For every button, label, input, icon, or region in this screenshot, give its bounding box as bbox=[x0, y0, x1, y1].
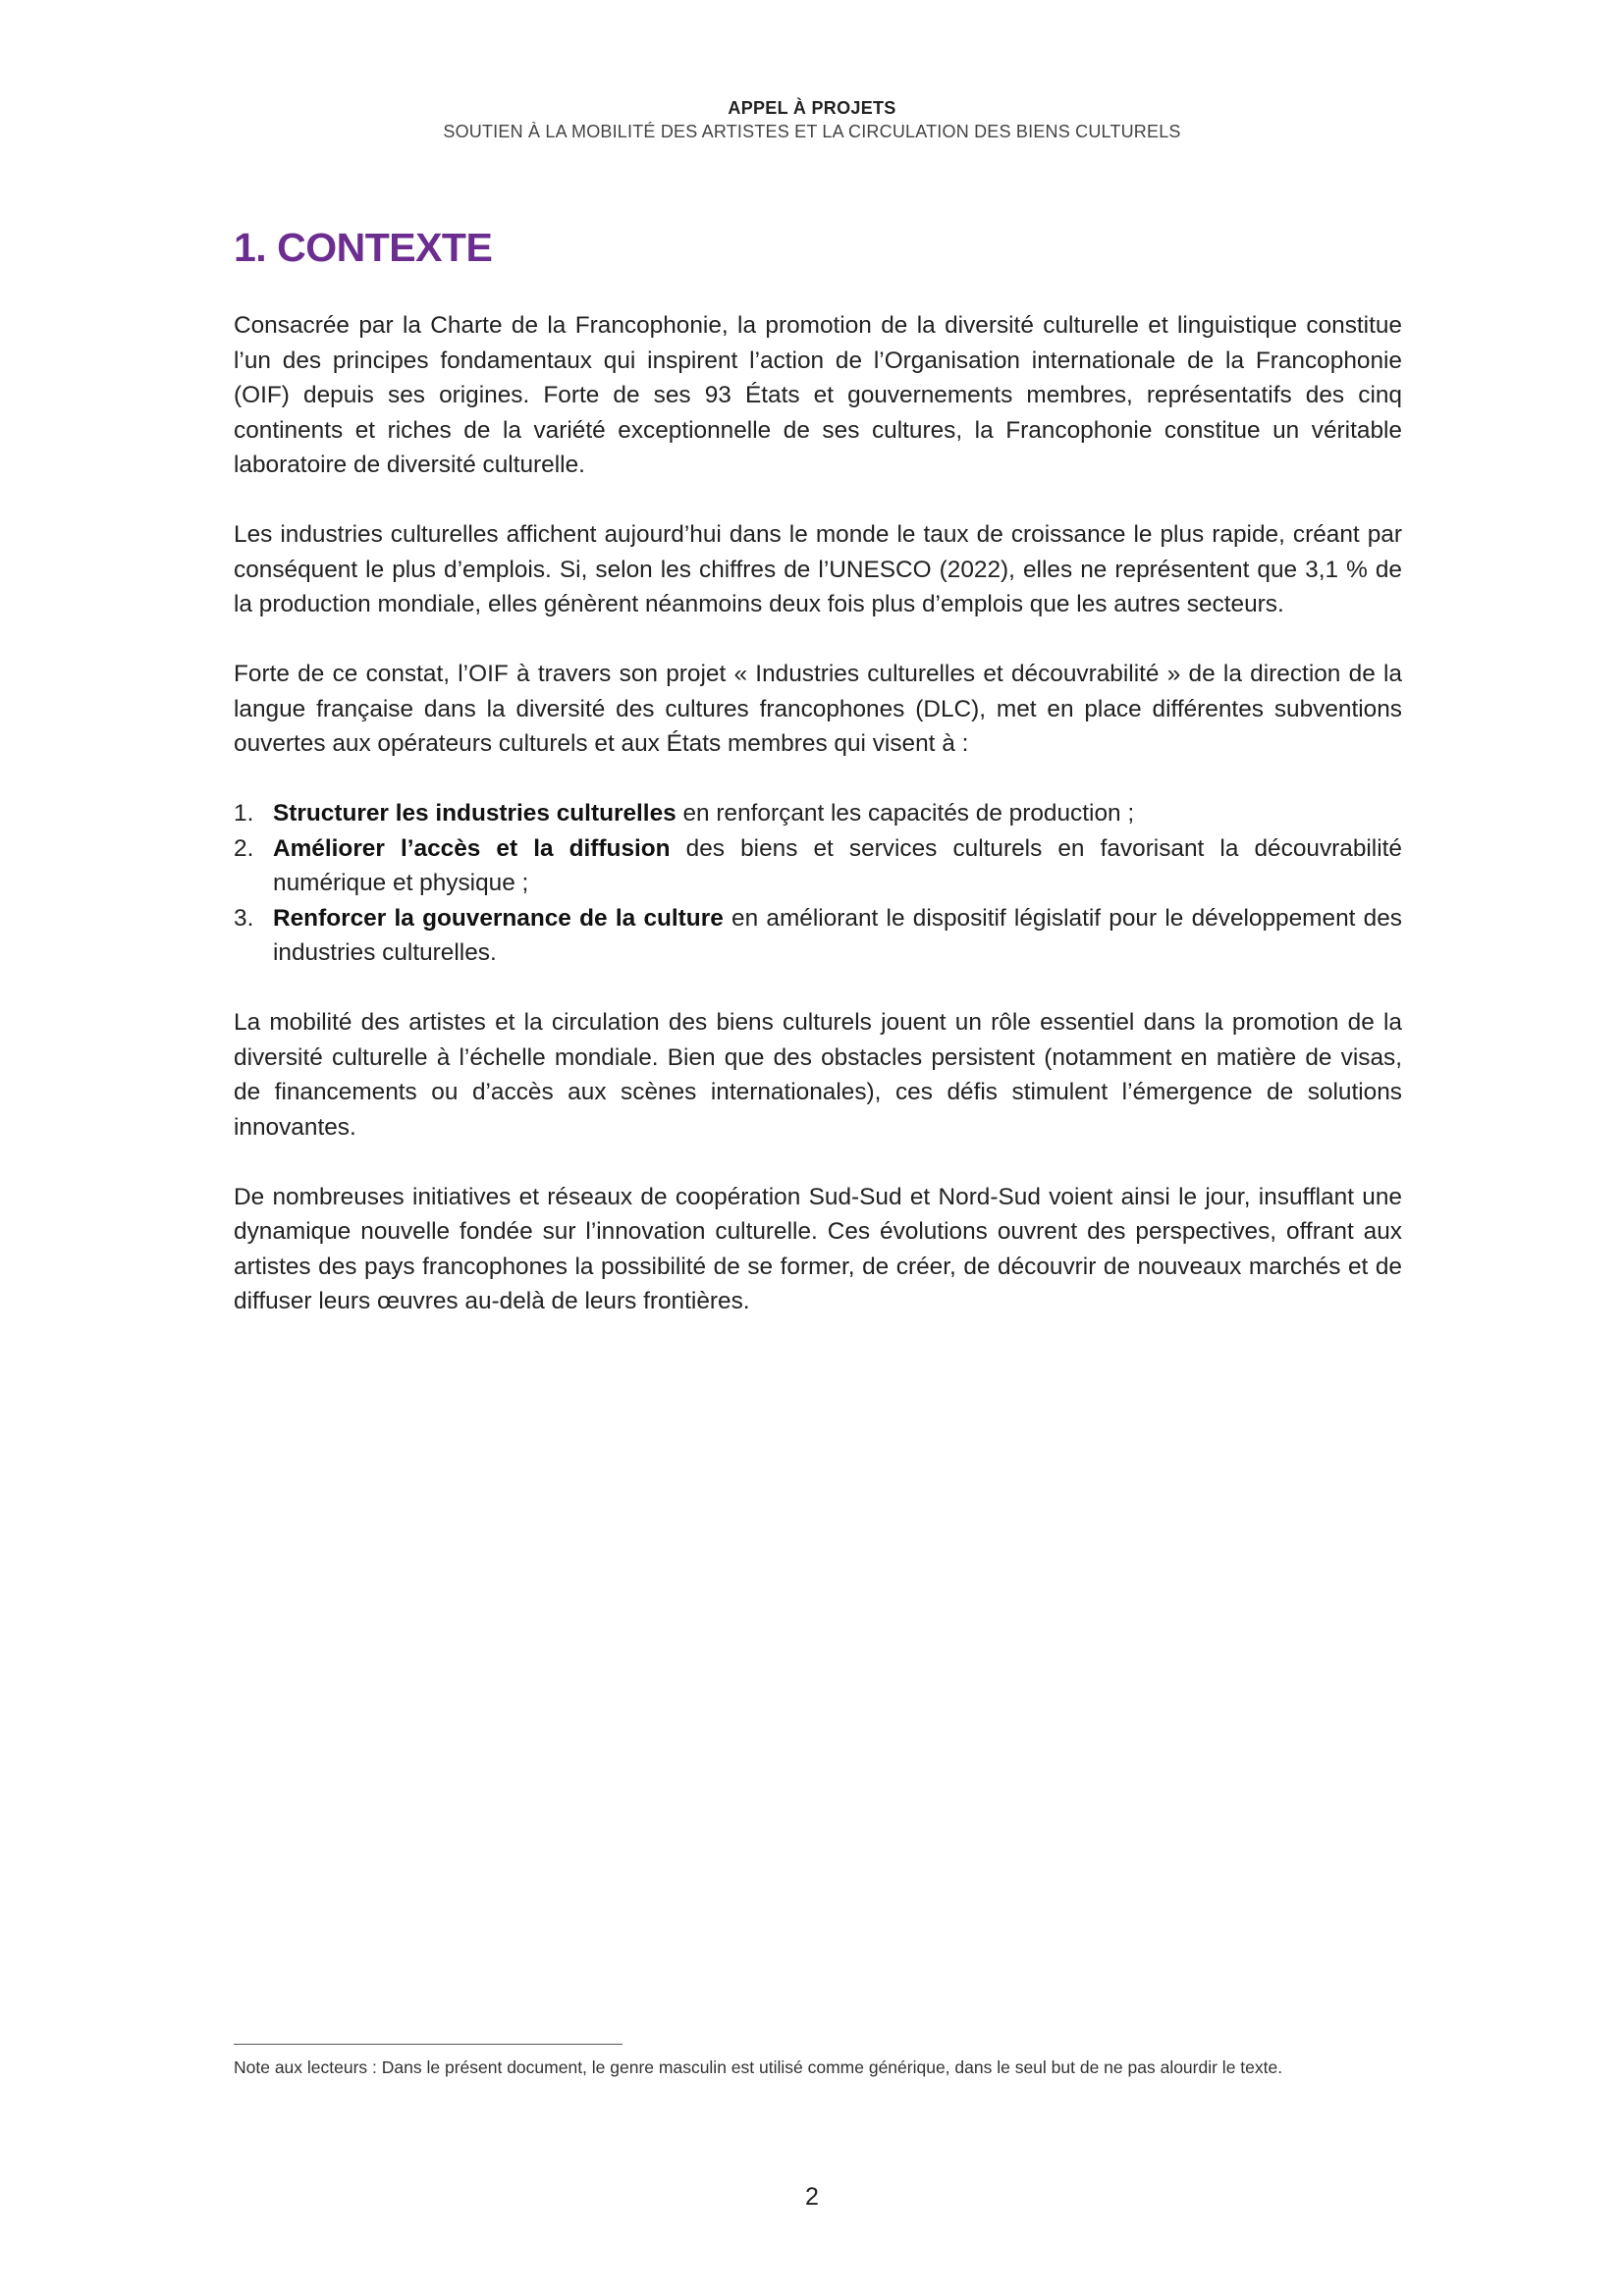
main-content bbox=[234, 220, 1402, 1354]
page-number: 2 bbox=[805, 2183, 819, 2211]
footnote: Note aux lecteurs : Dans le présent document, le genre masculin est utilisé comme générique, dans le seul but de ne pas alourdir le texte. bbox=[234, 2057, 1283, 2077]
paragraph-charte: Consacrée par la Charte de la Francophonie, la promotion de la diversité culturelle et linguistique constitue l’un des principes fondamentaux qui inspirent l’action de l’Organisation internationale de la Francophonie (OIF) depuis ses origines. Forte de ses 93 États et gouvernements membres, représentatifs des cinq continents et riches de la variété exceptionnelle de ses cultures, la Francophonie constitue un véritable laboratoire de diversité culturelle. bbox=[234, 312, 1402, 478]
list-item-emphasis: Renforcer la gouvernance de la culture bbox=[273, 904, 724, 932]
footnote-divider bbox=[234, 2044, 623, 2045]
objectives-list bbox=[234, 796, 1402, 971]
list-item-text: en améliorant le dispositif législatif pour le développement des industries culturelles. bbox=[273, 904, 1402, 966]
list-item-number: 3. bbox=[234, 904, 254, 932]
paragraph-industries: Les industries culturelles affichent aujourd’hui dans le monde le taux de croissance le plus rapide, créant par conséquent le plus d’emplois. Si, selon les chiffres de l’UNESCO (2022), elles ne représentent que 3,1 % de la production mondiale, elles génèrent néanmoins deux fois plus d’emplois que les autres secteurs. bbox=[234, 521, 1402, 617]
list-item bbox=[234, 831, 1402, 901]
list-item-number: 2. bbox=[234, 834, 254, 862]
document-title: APPEL À PROJETS bbox=[728, 98, 896, 118]
section-title: 1. CONTEXTE bbox=[234, 225, 493, 270]
list-item-emphasis: Améliorer l’accès et la diffusion bbox=[273, 834, 671, 862]
paragraph-mobilite: La mobilité des artistes et la circulation des biens culturels jouent un rôle essentiel dans la promotion de la diversité culturelle à l’échelle mondiale. Bien que des obstacles persistent (notamment en matière de visas, de financements ou d’accès aux scènes internationales), ces défis stimulent l’émergence de solutions innovantes. bbox=[234, 1009, 1402, 1141]
list-item-number: 1. bbox=[234, 800, 254, 827]
running-header bbox=[0, 96, 1624, 143]
list-item-text: des biens et services culturels en favorisant la découvrabilité numérique et physique ; bbox=[273, 834, 1402, 896]
list-item bbox=[234, 796, 1402, 831]
list-item-emphasis: Structurer les industries culturelles bbox=[273, 800, 677, 827]
list-item-text: en renforçant les capacités de production ; bbox=[676, 800, 1135, 827]
document-subtitle: SOUTIEN À LA MOBILITÉ DES ARTISTES ET LA CIRCULATION DES BIENS CULTURELS bbox=[443, 122, 1181, 141]
paragraph-initiatives: De nombreuses initiatives et réseaux de coopération Sud-Sud et Nord-Sud voient ainsi le jour, insufflant une dynamique nouvelle fondée sur l’innovation culturelle. Ces évolutions ouvrent des perspectives, offrant aux artistes des pays francophones la possibilité de se former, de créer, de découvrir de nouveaux marchés et de diffuser leurs œuvres au-delà de leurs frontières. bbox=[234, 1183, 1402, 1314]
list-item bbox=[234, 901, 1402, 971]
paragraph-constat: Forte de ce constat, l’OIF à travers son projet « Industries culturelles et découvrabilité » de la direction de la langue française dans la diversité des cultures francophones (DLC), met en place différentes subventions ouvertes aux opérateurs culturels et aux États membres qui visent à : bbox=[234, 661, 1402, 757]
